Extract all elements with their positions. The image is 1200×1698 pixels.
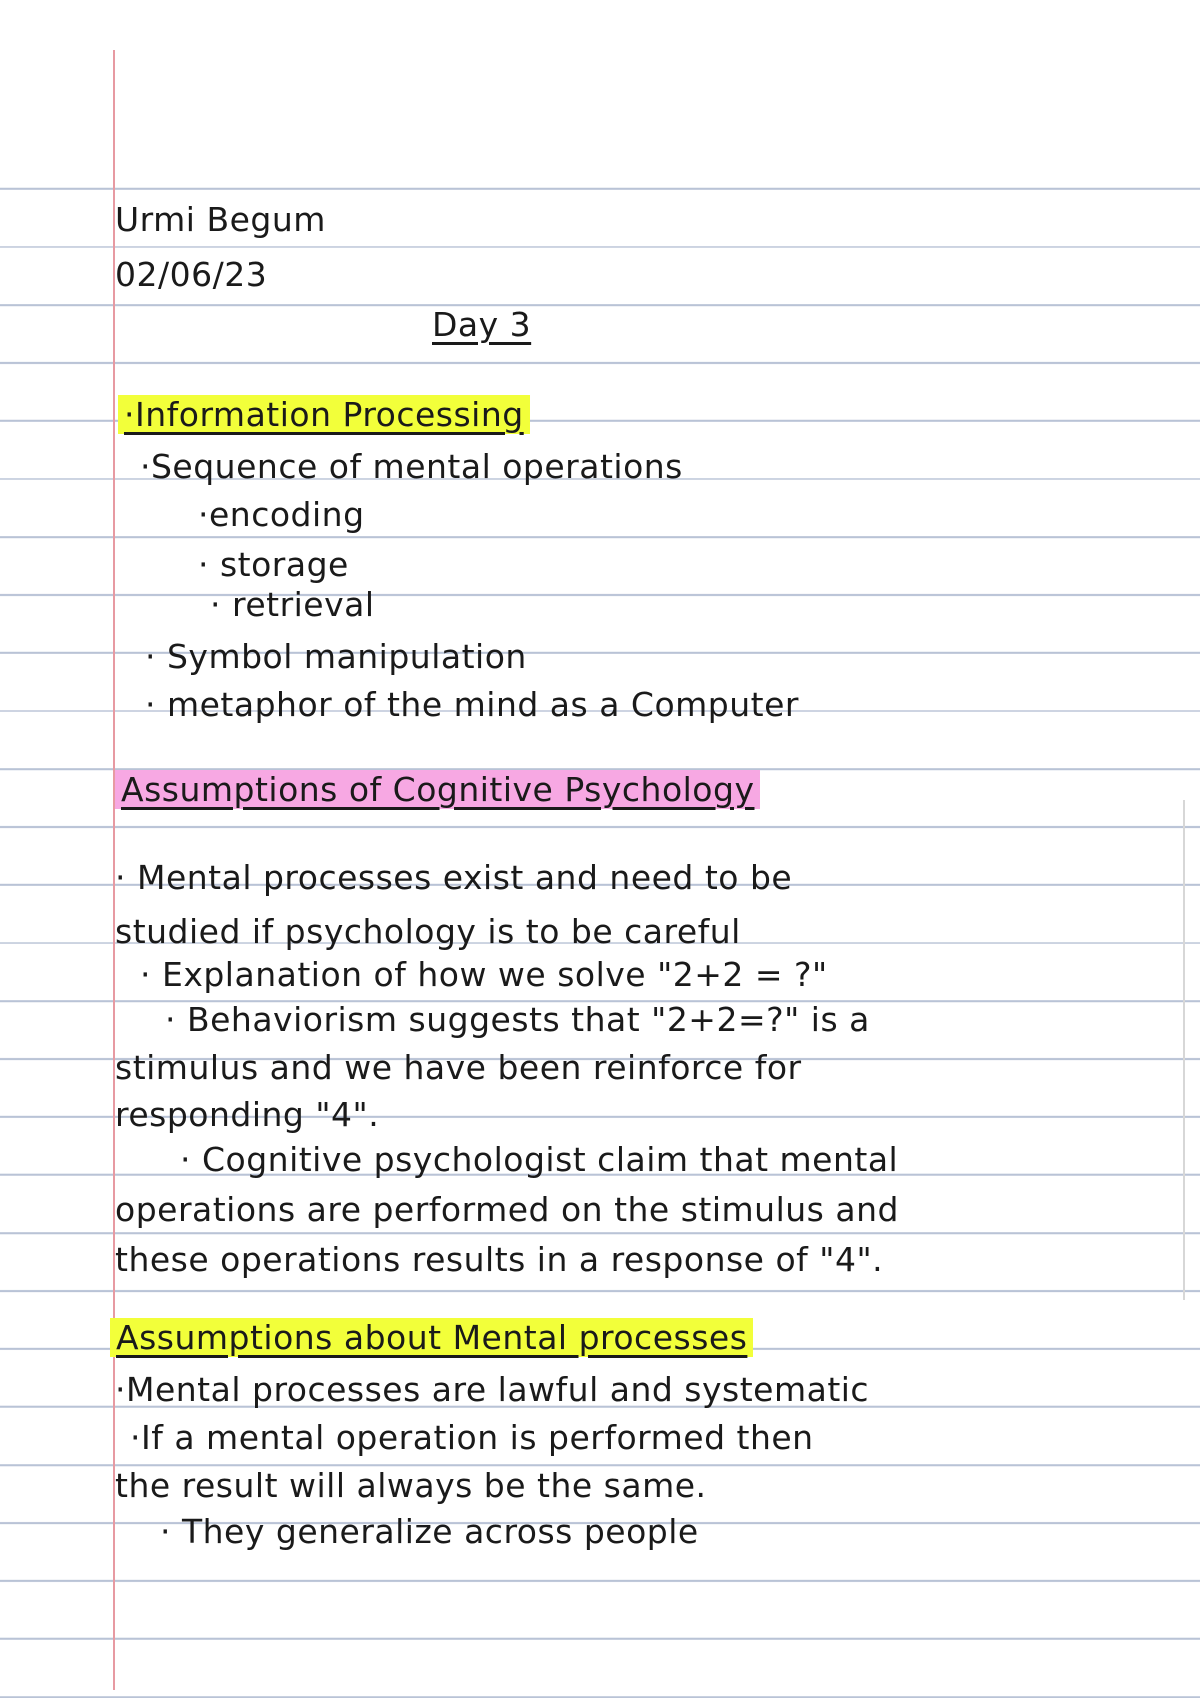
list-item: ·encoding	[198, 495, 365, 534]
note-line: stimulus and we have been reinforce for	[115, 1048, 802, 1087]
note-line: · They generalize across people	[160, 1512, 699, 1551]
note-line: ·Mental processes are lawful and systematic	[115, 1370, 870, 1409]
note-line: · Explanation of how we solve "2+2 = ?"	[140, 955, 828, 994]
note-line: operations are performed on the stimulus and	[115, 1190, 899, 1229]
note-line: · Cognitive psychologist claim that mental	[180, 1140, 899, 1179]
author-name: Urmi Begum	[115, 200, 326, 239]
note-line: ·If a mental operation is performed then	[130, 1418, 814, 1457]
list-item: · metaphor of the mind as a Computer	[145, 685, 799, 724]
note-date: 02/06/23	[115, 255, 268, 294]
list-item: · retrieval	[210, 585, 375, 624]
list-item: · storage	[198, 545, 349, 584]
note-line: responding "4".	[115, 1095, 380, 1134]
section-title-assumptions-mental: Assumptions about Mental processes	[110, 1318, 753, 1357]
section-title-information-processing: ·Information Processing	[118, 395, 530, 434]
page-edge	[1183, 800, 1185, 1300]
section-title-assumptions-cognitive: Assumptions of Cognitive Psychology	[115, 770, 760, 809]
note-line: studied if psychology is to be careful	[115, 912, 741, 951]
note-line: · Mental processes exist and need to be	[115, 858, 793, 897]
day-heading: Day 3	[432, 305, 532, 344]
note-line: · Behaviorism suggests that "2+2=?" is a	[165, 1000, 870, 1039]
list-item: · Symbol manipulation	[145, 637, 527, 676]
note-line: the result will always be the same.	[115, 1466, 707, 1505]
note-line: these operations results in a response of "4".	[115, 1240, 884, 1279]
list-item: ·Sequence of mental operations	[140, 447, 683, 486]
